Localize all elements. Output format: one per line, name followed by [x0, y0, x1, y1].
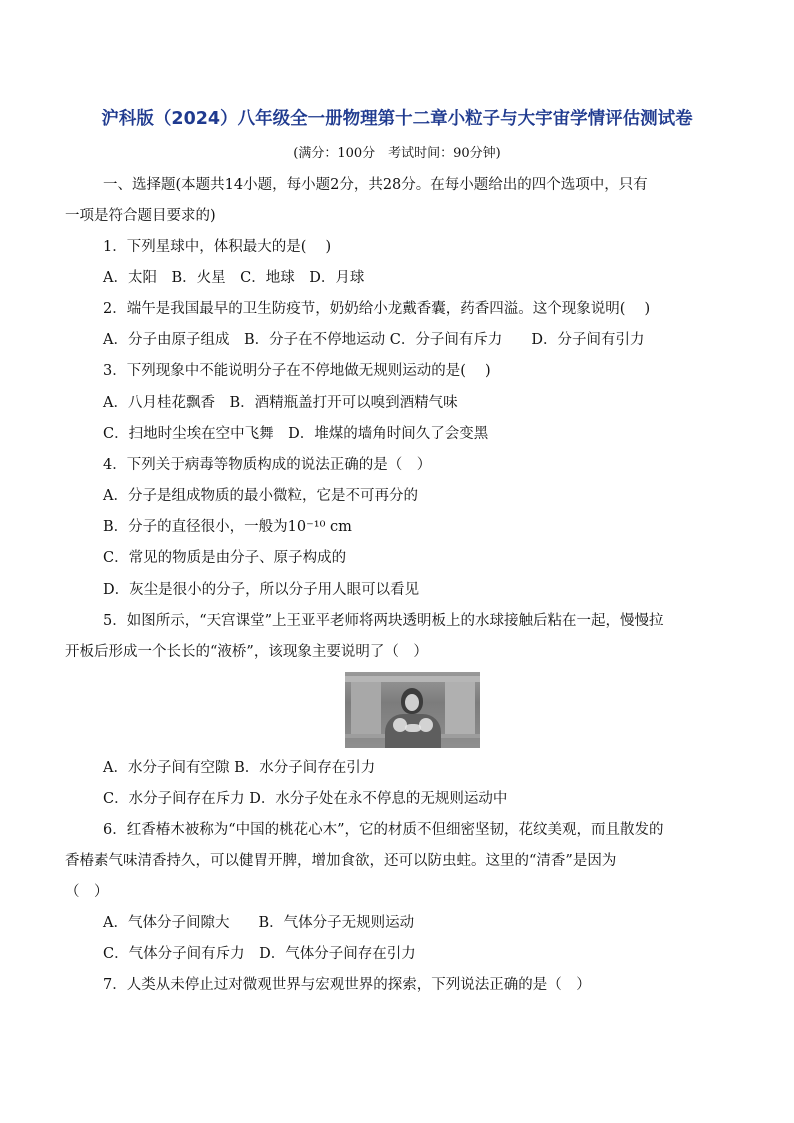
question-6: 6．红香椿木被称为“中国的桃花心木”，它的材质不但细密坚韧，花纹美观，而且散发的: [103, 822, 664, 838]
question-4-option-d: D．灰尘是很小的分子，所以分子用人眼可以看见: [103, 582, 420, 598]
question-5: 5．如图所示，“天宫课堂”上王亚平老师将两块透明板上的水球接触后粘在一起，慢慢拉: [103, 613, 664, 629]
question-1-options: A．太阳 B．火星 C．地球 D．月球: [103, 270, 365, 286]
question-6-cont: 香椿素气味清香持久，可以健胃开脾，增加食欲，还可以防虫蛀。这里的“清香”是因为: [65, 853, 617, 869]
question-3: 3．下列现象中不能说明分子在不停地做无规则运动的是( ): [103, 363, 491, 379]
section-heading-cont: 一项是符合题目要求的): [65, 208, 216, 224]
question-2-options: A．分子由原子组成 B．分子在不停地运动 C．分子间有斥力 D．分子间有引力: [103, 332, 645, 348]
question-4-option-a: A．分子是组成物质的最小微粒，它是不可再分的: [103, 488, 418, 504]
question-6-options-ab: A．气体分子间隙大 B．气体分子无规则运动: [103, 915, 415, 931]
question-7: 7．人类从未停止过对微观世界与宏观世界的探索，下列说法正确的是（ ）: [103, 977, 591, 993]
question-6-options-cd: C．气体分子间有斥力 D．气体分子间存在引力: [103, 946, 416, 962]
question-3-options-ab: A．八月桂花飘香 B．酒精瓶盖打开可以嗅到酒精气味: [103, 395, 458, 411]
question-5-options-ab: A．水分子间有空隙 B．水分子间存在引力: [103, 760, 376, 776]
section-heading: 一、选择题(本题共14小题，每小题2分，共28分。在每小题给出的四个选项中，只有: [103, 177, 648, 193]
question-5-options-cd: C．水分子间存在斥力 D．水分子处在永不停息的无规则运动中: [103, 791, 508, 807]
question-4: 4．下列关于病毒等物质构成的说法正确的是（ ）: [103, 457, 432, 473]
question-6-blank: （ ）: [65, 884, 109, 900]
question-2: 2．端午是我国最早的卫生防疫节，奶奶给小龙戴香囊，药香四溢。这个现象说明( ): [103, 301, 651, 317]
question-3-options-cd: C．扫地时尘埃在空中飞舞 D．堆煤的墙角时间久了会变黑: [103, 426, 489, 442]
question-4-option-b: B．分子的直径很小，一般为10⁻¹⁰ cm: [103, 519, 352, 535]
question-4-option-c: C．常见的物质是由分子、原子构成的: [103, 550, 347, 566]
question-5-cont: 开板后形成一个长长的“液桥”，该现象主要说明了（ ）: [65, 644, 428, 660]
exam-info: (满分：100分 考试时间：90分钟): [293, 146, 501, 161]
question-5-photo: [345, 672, 480, 748]
page-title: 沪科版（2024）八年级全一册物理第十二章小粒子与大宇宙学情评估测试卷: [101, 109, 693, 129]
question-1: 1．下列星球中，体积最大的是( ): [103, 239, 332, 255]
